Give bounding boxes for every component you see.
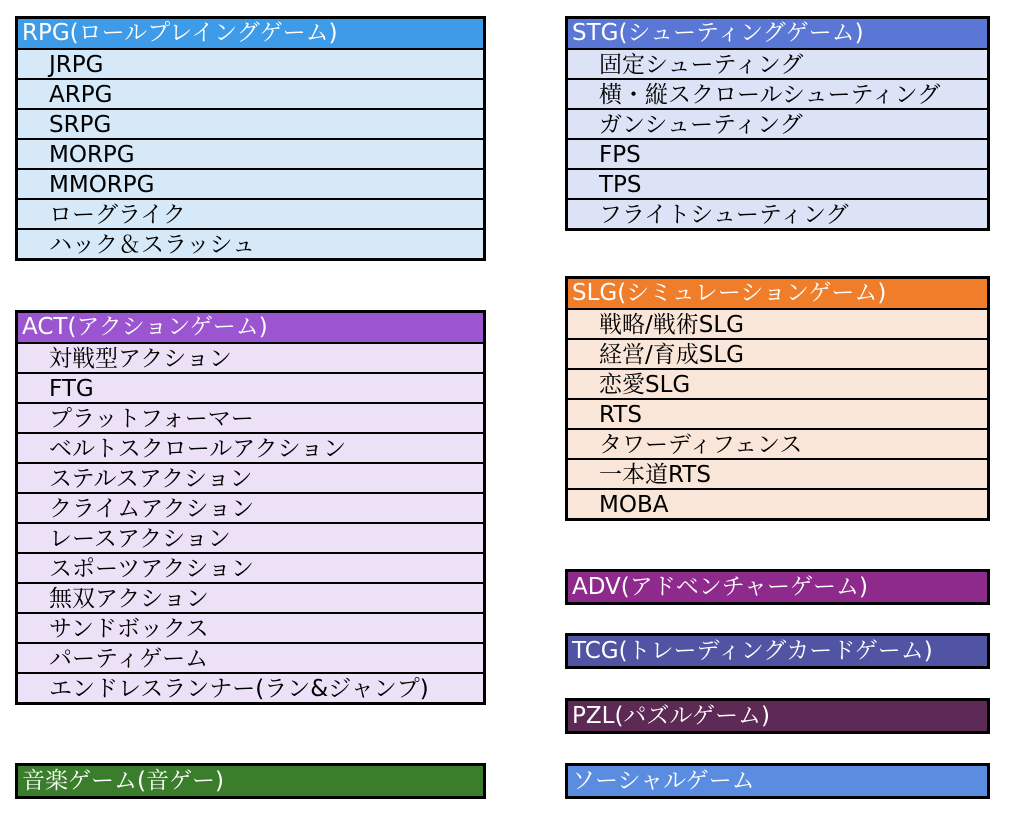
act-item-beat-em-up: ベルトスクロールアクション — [18, 432, 483, 462]
act-genre-table — [15, 310, 486, 705]
slg-header: SLG(シミュレーションゲーム) — [568, 279, 987, 308]
act-item-endless-runner: エンドレスランナー(ラン&ジャンプ) — [18, 672, 483, 702]
music-genre-table — [15, 763, 486, 799]
act-item-musou: 無双アクション — [18, 582, 483, 612]
rpg-item-jrpg: JRPG — [18, 48, 483, 78]
stg-item-fixed: 固定シューティング — [568, 48, 987, 78]
rpg-item-morpg: MORPG — [18, 138, 483, 168]
rpg-item-hack-and-slash: ハック＆スラッシュ — [18, 228, 483, 258]
act-header: ACT(アクションゲーム) — [18, 313, 483, 342]
slg-item-dating: 恋愛SLG — [568, 368, 987, 398]
stg-item-fps: FPS — [568, 138, 987, 168]
slg-item-moba: MOBA — [568, 488, 987, 518]
social-header: ソーシャルゲーム — [568, 766, 987, 796]
social-genre-table — [565, 763, 990, 799]
slg-item-strategy: 戦略/戦術SLG — [568, 308, 987, 338]
slg-item-lane-rts: 一本道RTS — [568, 458, 987, 488]
slg-item-rts: RTS — [568, 398, 987, 428]
slg-genre-table — [565, 276, 990, 521]
rpg-genre-table — [15, 16, 486, 261]
slg-item-management: 経営/育成SLG — [568, 338, 987, 368]
stg-item-tps: TPS — [568, 168, 987, 198]
act-item-versus: 対戦型アクション — [18, 342, 483, 372]
tcg-genre-table — [565, 633, 990, 669]
rpg-item-arpg: ARPG — [18, 78, 483, 108]
stg-item-scrolling: 横・縦スクロールシューティング — [568, 78, 987, 108]
rpg-item-srpg: SRPG — [18, 108, 483, 138]
tcg-header: TCG(トレーディングカードゲーム) — [568, 636, 987, 666]
act-item-platformer: プラットフォーマー — [18, 402, 483, 432]
rpg-header: RPG(ロールプレイングゲーム) — [18, 19, 483, 48]
adv-genre-table — [565, 569, 990, 605]
stg-genre-table — [565, 16, 990, 231]
slg-item-tower-defense: タワーディフェンス — [568, 428, 987, 458]
stg-item-flight: フライトシューティング — [568, 198, 987, 228]
music-header: 音楽ゲーム(音ゲー) — [18, 766, 483, 796]
rpg-item-roguelike: ローグライク — [18, 198, 483, 228]
rpg-item-mmorpg: MMORPG — [18, 168, 483, 198]
adv-header: ADV(アドベンチャーゲーム) — [568, 572, 987, 602]
act-item-crime: クライムアクション — [18, 492, 483, 522]
act-item-sports: スポーツアクション — [18, 552, 483, 582]
act-item-stealth: ステルスアクション — [18, 462, 483, 492]
stg-header: STG(シューティングゲーム) — [568, 19, 987, 48]
pzl-genre-table — [565, 698, 990, 734]
act-item-sandbox: サンドボックス — [18, 612, 483, 642]
act-item-ftg: FTG — [18, 372, 483, 402]
act-item-race: レースアクション — [18, 522, 483, 552]
stg-item-gun: ガンシューティング — [568, 108, 987, 138]
pzl-header: PZL(パズルゲーム) — [568, 701, 987, 731]
act-item-party: パーティゲーム — [18, 642, 483, 672]
